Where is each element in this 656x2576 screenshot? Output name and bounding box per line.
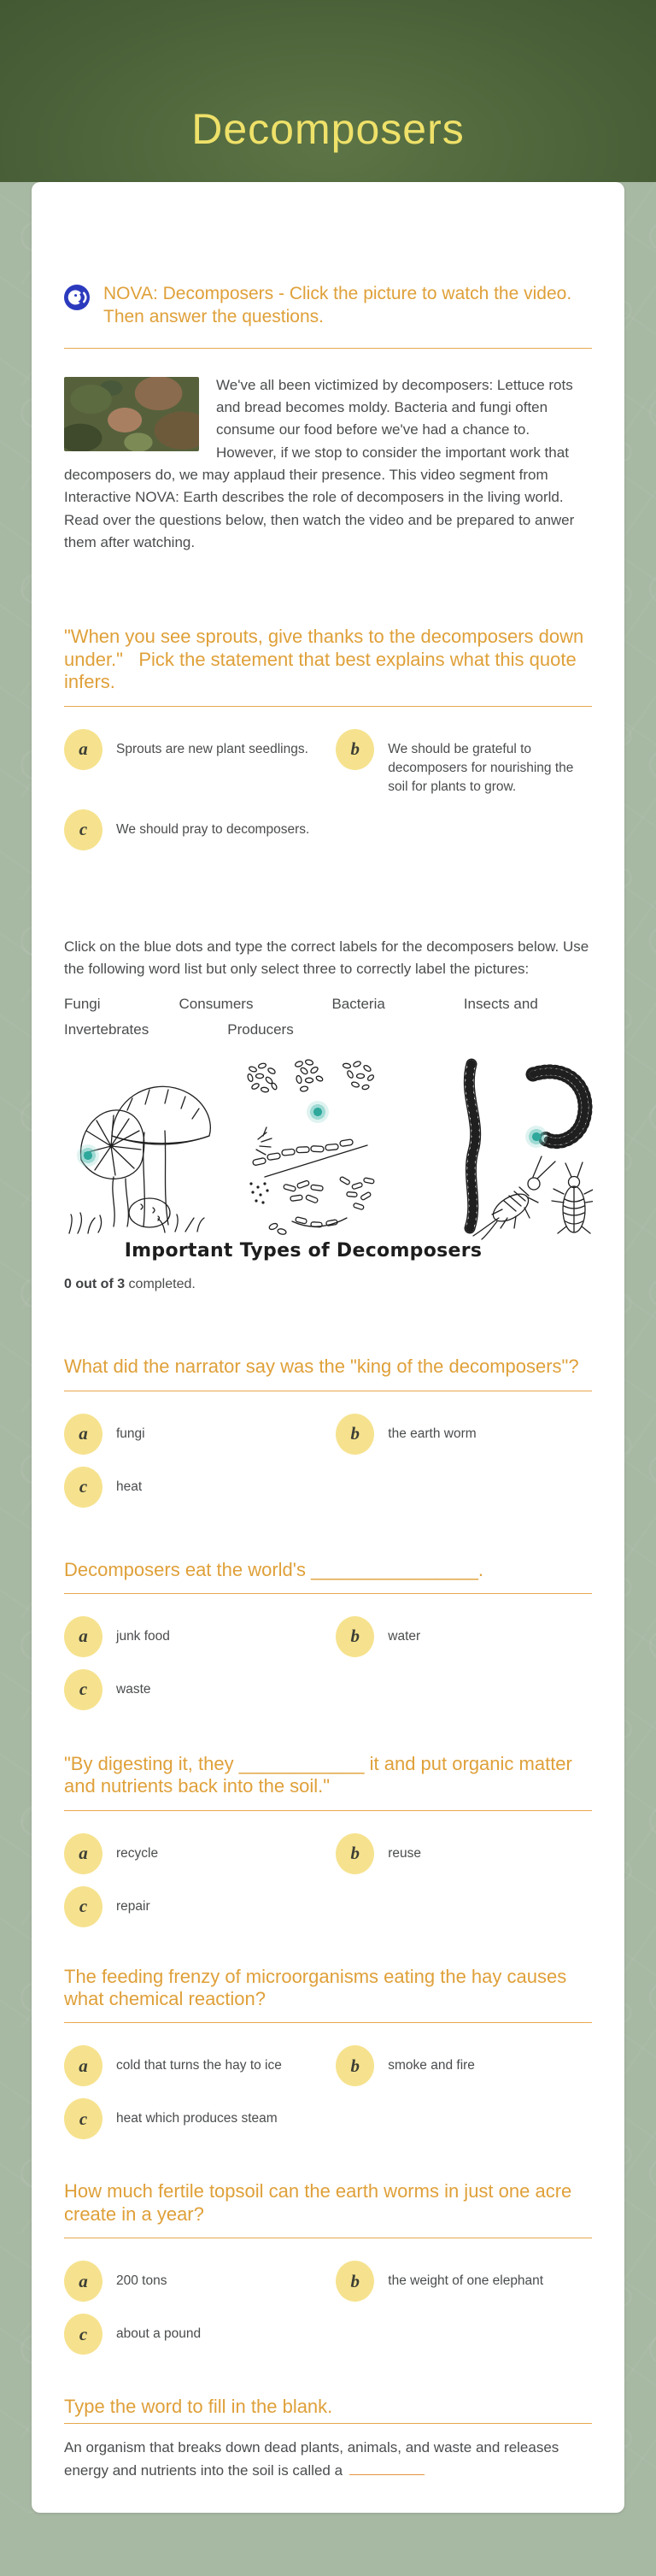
option-a[interactable]: [64, 2261, 336, 2302]
option-b[interactable]: [336, 1616, 592, 1657]
video-section-header: [64, 282, 592, 329]
video-thumbnail[interactable]: [64, 377, 199, 451]
video-description: We've all been victimized by decomposers: Lettuce rots and bread becomes moldy. Bacteria and fungi often consume our food before we've had a chance to. However, if we stop to consider the important work that decomposers do, we may applaud their presence. This video segment from Interactive NOVA: Earth describes the role of decomposers in the living world. Read over the questions below, then watch the video and be prepared to anwer them after watching.: [64, 376, 575, 550]
option-letter-badge: b: [336, 2261, 374, 2302]
question-eat-worlds: [64, 1559, 592, 1710]
label-dot-insects[interactable]: [525, 1126, 548, 1148]
divider: [64, 2022, 592, 2023]
option-letter-badge: a: [64, 2045, 102, 2086]
question-heading: "By digesting it, they ____________ it and put organic matter and nutrients back into the soil.": [64, 1752, 577, 1797]
option-letter-badge: c: [64, 1669, 102, 1710]
option-label: water: [388, 1628, 421, 1644]
option-c[interactable]: [64, 2098, 336, 2139]
word-list: [64, 991, 568, 1044]
option-letter-badge: a: [64, 2261, 102, 2302]
option-label: the earth worm: [388, 1426, 477, 1441]
option-letter-badge: b: [336, 1616, 374, 1657]
option-label: recycle: [116, 1845, 159, 1861]
option-letter-badge: a: [64, 1616, 102, 1657]
option-label: 200 tons: [116, 2273, 167, 2289]
divider: [64, 1593, 592, 1594]
divider: [64, 1810, 592, 1811]
word-list-item: Producers: [227, 1020, 294, 1038]
option-a[interactable]: [64, 1833, 336, 1874]
option-b[interactable]: [336, 1833, 592, 1874]
option-label: about a pound: [116, 2326, 202, 2342]
options-group: [64, 2261, 592, 2355]
illustration-caption: Important Types of Decomposers: [124, 1240, 483, 1262]
options-group: [64, 729, 592, 850]
fill-blank-input[interactable]: [349, 2461, 425, 2475]
option-b[interactable]: [336, 1414, 592, 1455]
option-label: We should pray to decomposers.: [116, 821, 310, 837]
option-label: heat which produces steam: [116, 2111, 278, 2126]
question-feeding-frenzy: [64, 1966, 592, 2140]
option-label: repair: [116, 1898, 150, 1914]
option-c[interactable]: [64, 809, 336, 850]
options-group: [64, 1833, 592, 1927]
word-list-item: Fungi: [64, 995, 101, 1012]
question-king-of-decomposers: [64, 1356, 592, 1507]
word-list-item: Consumers: [179, 995, 254, 1012]
progress-count: 0 out of 3: [64, 1277, 126, 1292]
video-section-heading: NOVA: Decomposers - Click the picture to watch the video. Then answer the questions.: [103, 284, 577, 327]
word-list-item: Insects and Invertebrates: [64, 995, 538, 1038]
video-section: [64, 282, 592, 554]
option-c[interactable]: [64, 1669, 336, 1710]
option-letter-badge: c: [64, 2314, 102, 2355]
question-heading: How much fertile topsoil can the earth worms in just one acre create in a year?: [64, 2180, 577, 2225]
pbs-logo-icon: [64, 285, 90, 310]
option-letter-badge: b: [336, 1414, 374, 1455]
option-c[interactable]: [64, 1467, 336, 1508]
divider: [64, 348, 592, 349]
options-group: [64, 1616, 592, 1710]
fill-blank-heading: Type the word to fill in the blank.: [64, 2396, 333, 2418]
labeling-instructions: Click on the blue dots and type the correct labels for the decomposers below. Use the following word list but only select three to correctly label the pictures:: [64, 938, 589, 978]
option-a[interactable]: [64, 1616, 336, 1657]
option-letter-badge: c: [64, 809, 102, 850]
question-topsoil: [64, 2180, 592, 2355]
option-label: cold that turns the hay to ice: [116, 2058, 282, 2073]
fill-blank-sentence: [64, 2436, 592, 2482]
option-label: junk food: [116, 1628, 170, 1644]
label-dot-fungi[interactable]: [77, 1144, 99, 1167]
worksheet-card: [32, 182, 624, 2513]
question-quote: [64, 626, 592, 850]
label-dot-bacteria[interactable]: [307, 1101, 329, 1123]
option-a[interactable]: [64, 2045, 336, 2086]
option-letter-badge: b: [336, 1833, 374, 1874]
option-letter-badge: b: [336, 2045, 374, 2086]
option-label: heat: [116, 1479, 143, 1494]
option-a[interactable]: [64, 1414, 336, 1455]
divider: [64, 706, 592, 707]
question-heading: "When you see sprouts, give thanks to the decomposers down under." Pick the statement that best explains what this quote infers.: [64, 626, 589, 693]
option-letter-badge: c: [64, 1467, 102, 1508]
page-title: Decomposers: [191, 105, 465, 153]
option-c[interactable]: [64, 1886, 336, 1927]
option-label: We should be grateful to decomposers for nourishing the soil for plants to grow.: [388, 741, 574, 795]
option-c[interactable]: [64, 2314, 336, 2355]
option-letter-badge: b: [336, 729, 374, 770]
question-digesting: [64, 1753, 592, 1927]
progress-label: completed.: [125, 1277, 196, 1292]
options-group: [64, 2045, 592, 2139]
question-heading: The feeding frenzy of microorganisms eating the hay causes what chemical reaction?: [64, 1965, 572, 2010]
option-letter-badge: a: [64, 729, 102, 770]
sentence-text: An organism that breaks down dead plants, animals, and waste and releases energy and nutrients into the soil is called a: [64, 2438, 559, 2479]
option-label: smoke and fire: [388, 2058, 475, 2073]
option-b[interactable]: [336, 729, 592, 797]
decomposers-illustration: [64, 1057, 592, 1238]
word-list-item: Bacteria: [331, 995, 385, 1012]
labeling-activity: [64, 936, 592, 1292]
option-b[interactable]: [336, 2261, 592, 2302]
option-label: fungi: [116, 1426, 145, 1441]
option-label: reuse: [388, 1845, 422, 1861]
patterned-background: [0, 182, 656, 2513]
divider: [64, 2423, 592, 2424]
reading-block: [64, 374, 592, 555]
option-letter-badge: c: [64, 2098, 102, 2139]
question-heading: Decomposers eat the world's ________________.: [64, 1558, 483, 1580]
options-group: [64, 1414, 592, 1508]
bacteria-drawing-icon: [239, 1057, 386, 1238]
question-heading: What did the narrator say was the "king of the decomposers"?: [64, 1356, 579, 1378]
option-letter-badge: a: [64, 1414, 102, 1455]
fill-blank-section: [64, 2396, 592, 2482]
progress-status: [64, 1277, 592, 1292]
option-letter-badge: c: [64, 1886, 102, 1927]
insects-drawing-icon: [454, 1057, 593, 1241]
option-b[interactable]: [336, 2045, 592, 2086]
option-label: the weight of one elephant: [388, 2273, 544, 2289]
option-label: waste: [116, 1681, 151, 1697]
option-label: Sprouts are new plant seedlings.: [116, 741, 308, 756]
option-a[interactable]: [64, 729, 336, 797]
option-letter-badge: a: [64, 1833, 102, 1874]
